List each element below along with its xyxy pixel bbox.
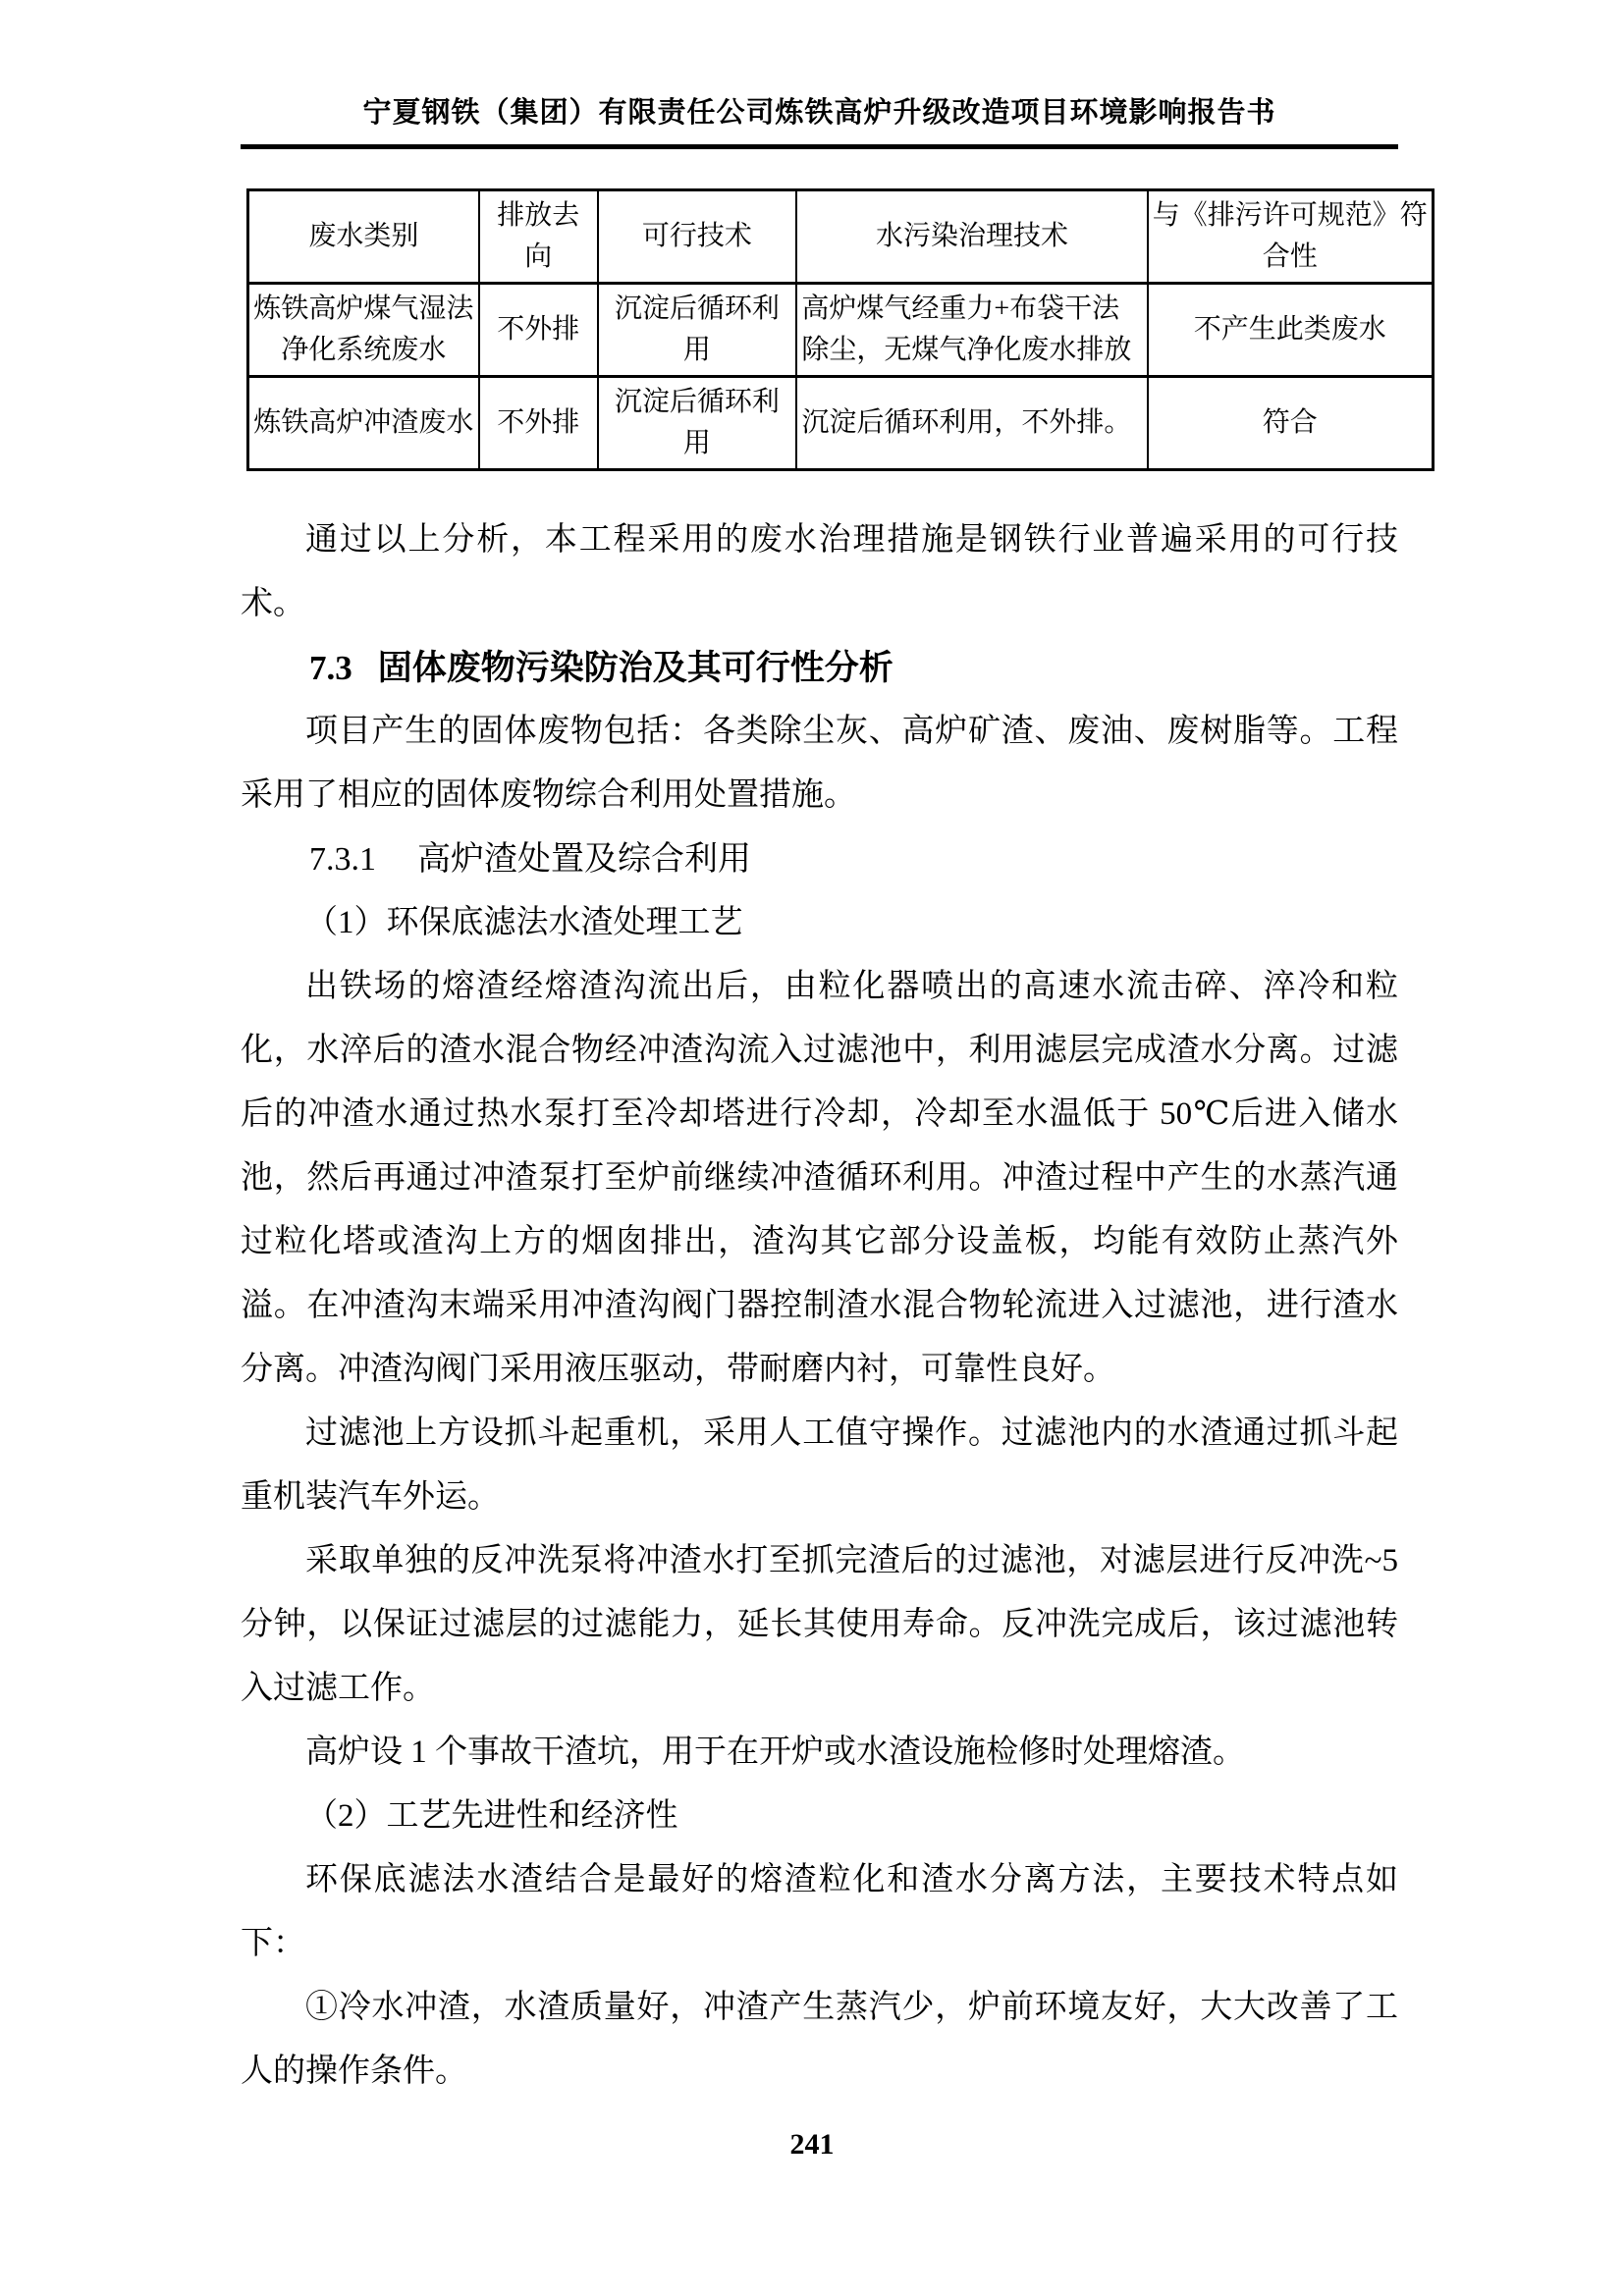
section-title: 固体废物污染防治及其可行性分析 (377, 649, 893, 687)
paragraph-tech-features-intro: 环保底滤法水渣结合是最好的熔渣粒化和渣水分离方法，主要技术特点如下： (241, 1862, 1398, 1961)
col-header-wastewater-type: 废水类别 (248, 190, 479, 284)
table-row-gas-washing-wastewater (248, 284, 1434, 377)
table-row-slag-flushing-wastewater (248, 377, 1434, 470)
paragraph-feature-1: ①冷水冲渣，水渣质量好，冲渣产生蒸汽少，炉前环境友好，大大改善了工人的操作条件。 (241, 1990, 1398, 2089)
paragraph-slag-filtration-process: 出铁场的熔渣经熔渣沟流出后，由粒化器喷出的高速水流击碎、淬冷和粒化，水淬后的渣水混合物经冲渣沟流入过滤池中，利用滤层完成渣水分离。过滤后的冲渣水通过热水泵打至冷却塔进行冷却，冷却至水温低于 50℃后进入储水池，然后再通过冲渣泵打至炉前继续冲渣循环利用。冲渣过程中产生的水蒸汽通过粒化塔或渣沟上方的烟囱排出，渣沟其它部分设盖板，均能有效防止蒸汽外溢。在冲渣沟末端采用冲渣沟阀门器控制渣水混合物轮流进入过滤池，进行渣水分离。冲渣沟阀门采用液压驱动，带耐磨内衬，可靠性良好。 (241, 969, 1398, 1387)
page-number: 241 (789, 2128, 835, 2161)
header-rule (241, 144, 1398, 149)
col-header-feasible-technology: 可行技术 (598, 190, 797, 284)
wastewater-treatment-table (246, 188, 1435, 471)
section-heading-7-3 (309, 636, 1398, 700)
running-header-title: 宁夏钢铁（集团）有限责任公司炼铁高炉升级改造项目环境影响报告书 (362, 97, 1276, 129)
paragraph-wastewater-conclusion: 通过以上分析，本工程采用的废水治理措施是钢铁行业普遍采用的可行技术。 (241, 522, 1398, 621)
cell-discharge-destination: 不外排 (479, 377, 598, 470)
section-number: 7.3 (309, 649, 352, 687)
paragraph-solid-waste-overview: 项目产生的固体废物包括：各类除尘灰、高炉矿渣、废油、废树脂等。工程采用了相应的固体废物综合利用处置措施。 (241, 714, 1398, 813)
cell-treatment-technology: 高炉煤气经重力+布袋干法除尘，无煤气净化废水排放 (796, 284, 1147, 377)
cell-discharge-destination: 不外排 (479, 284, 598, 377)
cell-treatment-technology: 沉淀后循环利用，不外排。 (796, 377, 1147, 470)
cell-feasible-technology: 沉淀后循环利用 (598, 377, 797, 470)
paragraph-item-2-title: （2）工艺先进性和经济性 (305, 1798, 678, 1834)
paragraph-item-1-title: （1）环保底滤法水渣处理工艺 (305, 905, 743, 940)
cell-wastewater-type: 炼铁高炉煤气湿法净化系统废水 (248, 284, 479, 377)
col-header-discharge-destination: 排放去向 (479, 190, 598, 284)
cell-permit-compliance: 符合 (1148, 377, 1434, 470)
table-header-row (248, 190, 1434, 284)
paragraph-backwash: 采取单独的反冲洗泵将冲渣水打至抓完渣后的过滤池，对滤层进行反冲洗~5分钟，以保证过滤层的过滤能力，延长其使用寿命。反冲洗完成后，该过滤池转入过滤工作。 (241, 1543, 1398, 1706)
paragraph-grab-crane: 过滤池上方设抓斗起重机，采用人工值守操作。过滤池内的水渣通过抓斗起重机装汽车外运。 (241, 1415, 1398, 1515)
section-heading-7-3-1 (309, 828, 1398, 891)
subsection-number: 7.3.1 (309, 841, 376, 878)
col-header-permit-compliance: 与《排污许可规范》符合性 (1148, 190, 1434, 284)
cell-feasible-technology: 沉淀后循环利用 (598, 284, 797, 377)
subsection-title: 高炉渣处置及综合利用 (417, 841, 751, 878)
col-header-water-pollution-treatment: 水污染治理技术 (796, 190, 1147, 284)
paragraph-emergency-slag-pit: 高炉设 1 个事故干渣坑，用于在开炉或水渣设施检修时处理熔渣。 (305, 1735, 1245, 1770)
cell-wastewater-type: 炼铁高炉冲渣废水 (248, 377, 479, 470)
cell-permit-compliance: 不产生此类废水 (1148, 284, 1434, 377)
